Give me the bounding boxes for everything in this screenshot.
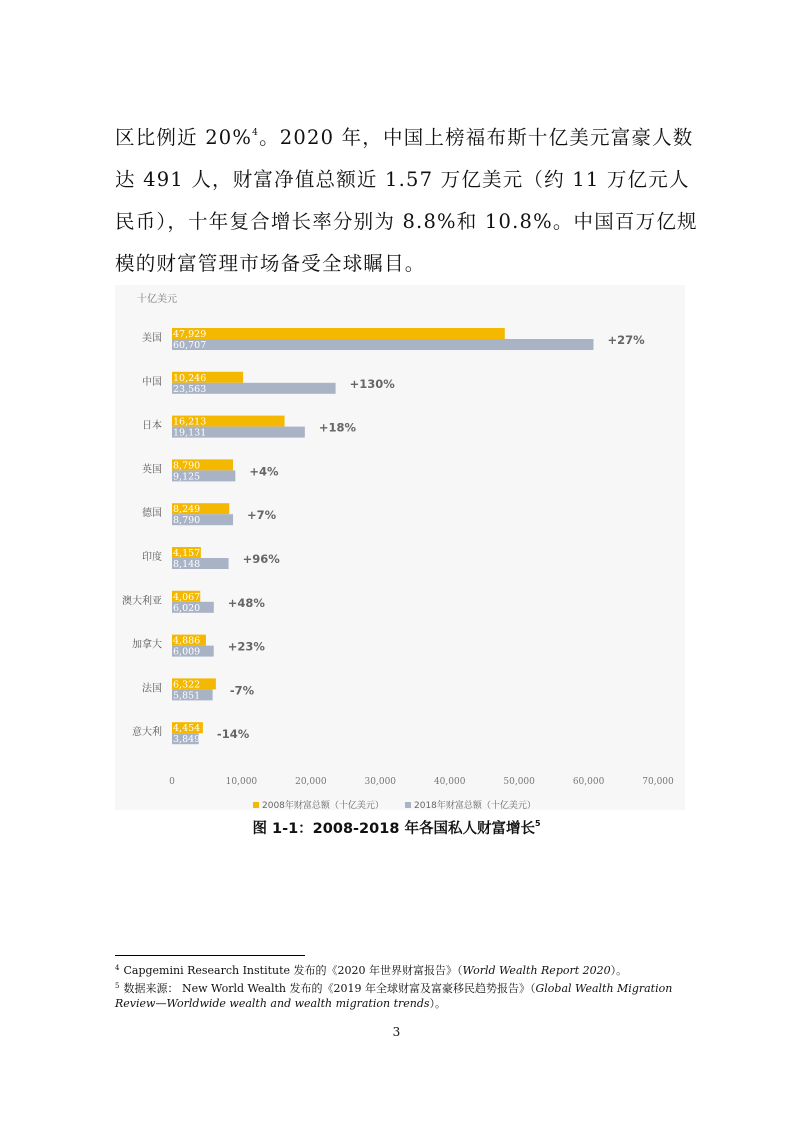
footnote-5: $^5$ 数据来源： New World Wealth 发布的《2019 年全球财富及富豪移民趋势报告》（Global Wealth Migration Review—Worldwide wealth and wealth migration trends）。 (115, 981, 673, 1010)
legend-swatch-2008 (253, 802, 259, 808)
value-label-2018: 8,790 (173, 515, 201, 527)
body-paragraph (115, 117, 698, 285)
category-label: 加拿大 (132, 639, 162, 651)
category-label: 法国 (142, 683, 162, 695)
x-tick-label: 60,000 (572, 777, 605, 787)
legend-label-2018: 2018年财富总额（十亿美元） (414, 801, 536, 810)
category-label: 澳大利亚 (122, 595, 162, 607)
value-label-2008: 16,213 (173, 416, 207, 428)
footnote-ref-5[interactable]: 5 (534, 819, 541, 828)
legend-label-2008: 2008年财富总额（十亿美元） (262, 801, 384, 810)
value-label-2018: 9,125 (173, 471, 201, 483)
growth-label: +96% (242, 552, 280, 566)
value-label-2018: 19,131 (173, 427, 207, 439)
value-label-2008: 8,249 (173, 504, 201, 516)
category-label: 中国 (142, 376, 162, 388)
legend-swatch-2018 (405, 802, 411, 808)
wealth-growth-chart (115, 285, 685, 810)
figure-caption: 图 1-1：2008-2018 年各国私人财富增长$^5$ (252, 819, 541, 837)
body-line: 民币），十年复合增长率分别为 8.8%和 10.8%。中国百万亿规 (115, 210, 698, 233)
growth-label: +23% (227, 639, 265, 654)
value-label-2018: 8,148 (173, 559, 201, 570)
chart-svg (115, 285, 685, 810)
x-tick-label: 0 (169, 777, 175, 787)
value-label-2008: 8,790 (173, 460, 201, 472)
category-label: 日本 (142, 420, 162, 432)
x-tick-label: 20,000 (295, 777, 327, 787)
category-label: 德国 (142, 508, 162, 520)
value-label-2018: 23,563 (173, 383, 207, 395)
category-label: 美国 (142, 333, 162, 344)
value-label-2008: 47,929 (173, 329, 207, 340)
growth-label: +18% (318, 420, 356, 435)
bar-2008 (172, 328, 505, 339)
growth-label: +7% (247, 508, 277, 523)
footnote-divider (115, 955, 305, 956)
footnote-4: $^4$ Capgemini Research Institute 发布的《2020 年世界财富报告》（World Wealth Report 2020）。 (115, 964, 628, 977)
body-line: 区比例近 20%$^4$。2020 年，中国上榜福布斯十亿美元富豪人数 (115, 126, 694, 149)
value-label-2008: 4,157 (173, 548, 201, 559)
category-label: 英国 (142, 464, 162, 476)
value-label-2008: 4,454 (173, 723, 201, 735)
footnotes (115, 961, 685, 1012)
value-label-2008: 4,067 (173, 591, 201, 603)
value-label-2018: 60,707 (173, 340, 207, 351)
value-label-2018: 6,009 (173, 646, 201, 658)
body-line: 达 491 人，财富净值总额近 1.57 万亿美元（约 11 万亿元人 (115, 168, 690, 191)
value-label-2018: 5,851 (173, 690, 201, 702)
footnote-ref-4[interactable]: 4 (252, 128, 260, 138)
x-tick-label: 70,000 (642, 777, 674, 787)
chart-unit-label: 十亿美元 (137, 294, 177, 305)
growth-label: -14% (216, 727, 250, 742)
growth-label: +48% (227, 595, 265, 610)
category-label: 印度 (142, 552, 162, 563)
growth-label: +4% (249, 464, 279, 479)
value-label-2018: 6,020 (173, 602, 201, 614)
growth-label: +27% (607, 333, 645, 347)
value-label-2008: 10,246 (173, 372, 207, 384)
value-label-2008: 6,322 (173, 679, 201, 691)
x-tick-label: 10,000 (225, 777, 258, 787)
bar-2018 (172, 339, 593, 350)
growth-label: -7% (229, 683, 255, 698)
x-tick-label: 50,000 (503, 777, 535, 787)
category-label: 意大利 (132, 727, 162, 739)
growth-label: +130% (349, 376, 395, 391)
body-line: 模的财富管理市场备受全球瞩目。 (115, 252, 426, 275)
value-label-2018: 3,849 (173, 734, 201, 746)
page-number: 3 (392, 1025, 401, 1039)
x-tick-label: 30,000 (364, 777, 397, 787)
value-label-2008: 4,886 (173, 635, 201, 647)
x-tick-label: 40,000 (433, 777, 466, 787)
